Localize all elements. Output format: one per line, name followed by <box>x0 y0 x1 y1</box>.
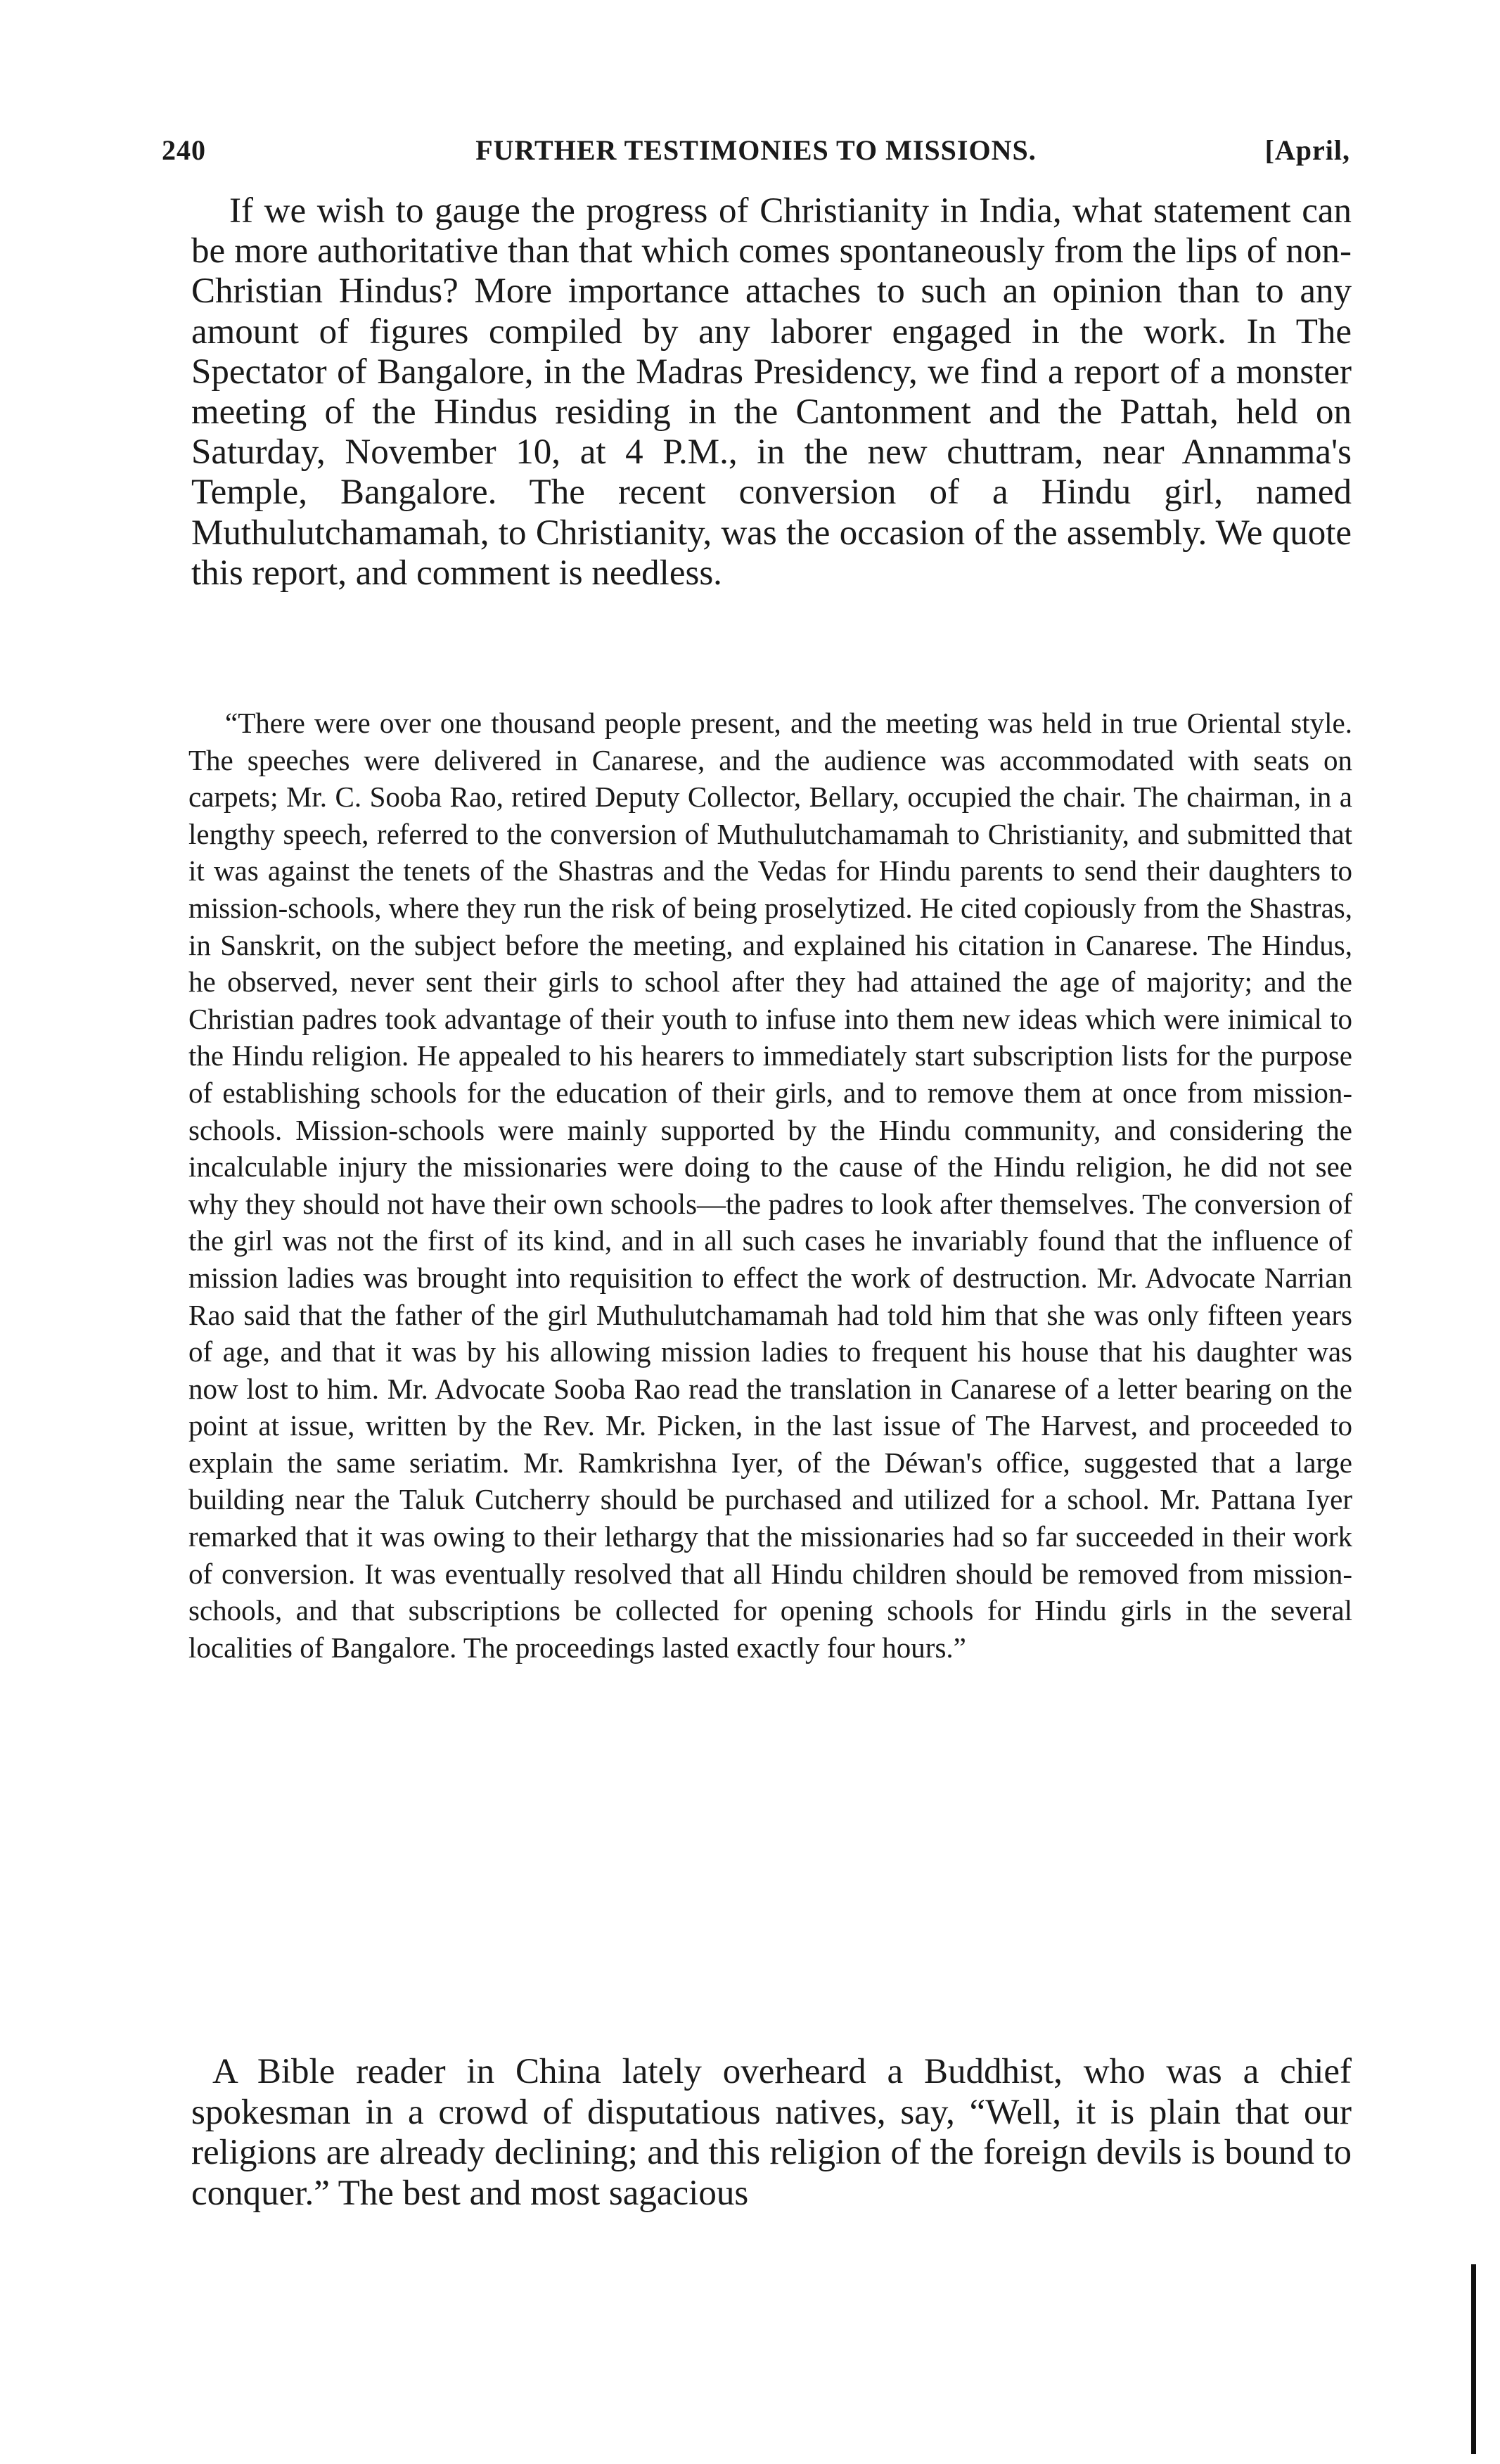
quoted-report: “There were over one thousand people present, and the meeting was held in true Oriental style. The speeches were delivered in Canarese, and the audience was accommodated with seats on carpets; Mr. C. Sooba Rao, retired Deputy Collector, Bellary, occupied the chair. The chairman, in a lengthy speech, referred to the conversion of Muthulutchamamah to Christianity, and submitted that it was against the tenets of the Shastras and the Vedas for Hindu parents to send their daughters to mission-schools, where they run the risk of being proselytized. He cited copiously from the Shastras, in Sanskrit, on the subject before the meeting, and explained his citation in Canarese. The Hindus, he observed, never sent their girls to school after they had attained the age of majority; and the Christian padres took advantage of their youth to infuse into them new ideas which were inimical to the Hindu religion. He appealed to his hearers to immediately start subscription lists for the purpose of establishing schools for the education of their girls, and to remove them at once from mission-schools. Mission-schools were mainly supported by the Hindu community, and considering the incalculable injury the missionaries were doing to the cause of the Hindu religion, he did not see why they should not have their own schools—the padres to look after themselves. The conversion of the girl was not the first of its kind, and in all such cases he invariably found that the influence of mission ladies was brought into requisition to effect the work of destruction. Mr. Advocate Narrian Rao said that the father of the girl Muthulutchamamah had told him that she was only fifteen years of age, and that it was by his allowing mission ladies to frequent his house that his daughter was now lost to him. Mr. Advocate Sooba Rao read the translation in Canarese of a letter bearing on the point at issue, written by the Rev. Mr. Picken, in the last issue of The Harvest, and proceeded to explain the same seriatim. Mr. Ramkrishna Iyer, of the Déwan's office, suggested that a large building near the Taluk Cutcherry should be purchased and utilized for a school. Mr. Pattana Iyer remarked that it was owing to their lethargy that the missionaries had so far succeeded in their work of conversion. It was eventually resolved that all Hindu children should be removed from mission-schools, and that subscriptions be collected for opening schools for Hindu girls in the several localities of Bangalore. The proceedings lasted exactly four hours.” <box>188 707 1352 1664</box>
margin-rule <box>1471 2264 1476 2454</box>
closing-paragraph: A Bible reader in China lately overheard a Buddhist, who was a chief spokesman in a crowd of disputatious natives, say, “Well, it is plain that our religions are already declining; and this religion of the foreign devils is bound to conquer.” The best and most sagacious <box>191 2052 1352 2213</box>
running-header <box>162 134 1350 176</box>
lead-paragraph: If we wish to gauge the progress of Christianity in India, what statement can be more authoritative than that which comes spontaneously from the lips of non-Christian Hindus? More importance attaches to such an opinion than to any amount of figures compiled by any laborer engaged in the work. In The Spectator of Bangalore, in the Madras Presidency, we find a report of a monster meeting of the Hindus residing in the Cantonment and the Pattah, held on Saturday, November 10, at 4 P.M., in the new chuttram, near Annamma's Temple, Bangalore. The recent conversion of a Hindu girl, named Muthulutchamamah, to Christianity, was the occasion of the assembly. We quote this report, and comment is needless. <box>191 191 1352 593</box>
page-number: 240 <box>162 134 206 166</box>
running-title: FURTHER TESTIMONIES TO MISSIONS. <box>475 134 1037 166</box>
running-month: [April, <box>1264 134 1350 166</box>
